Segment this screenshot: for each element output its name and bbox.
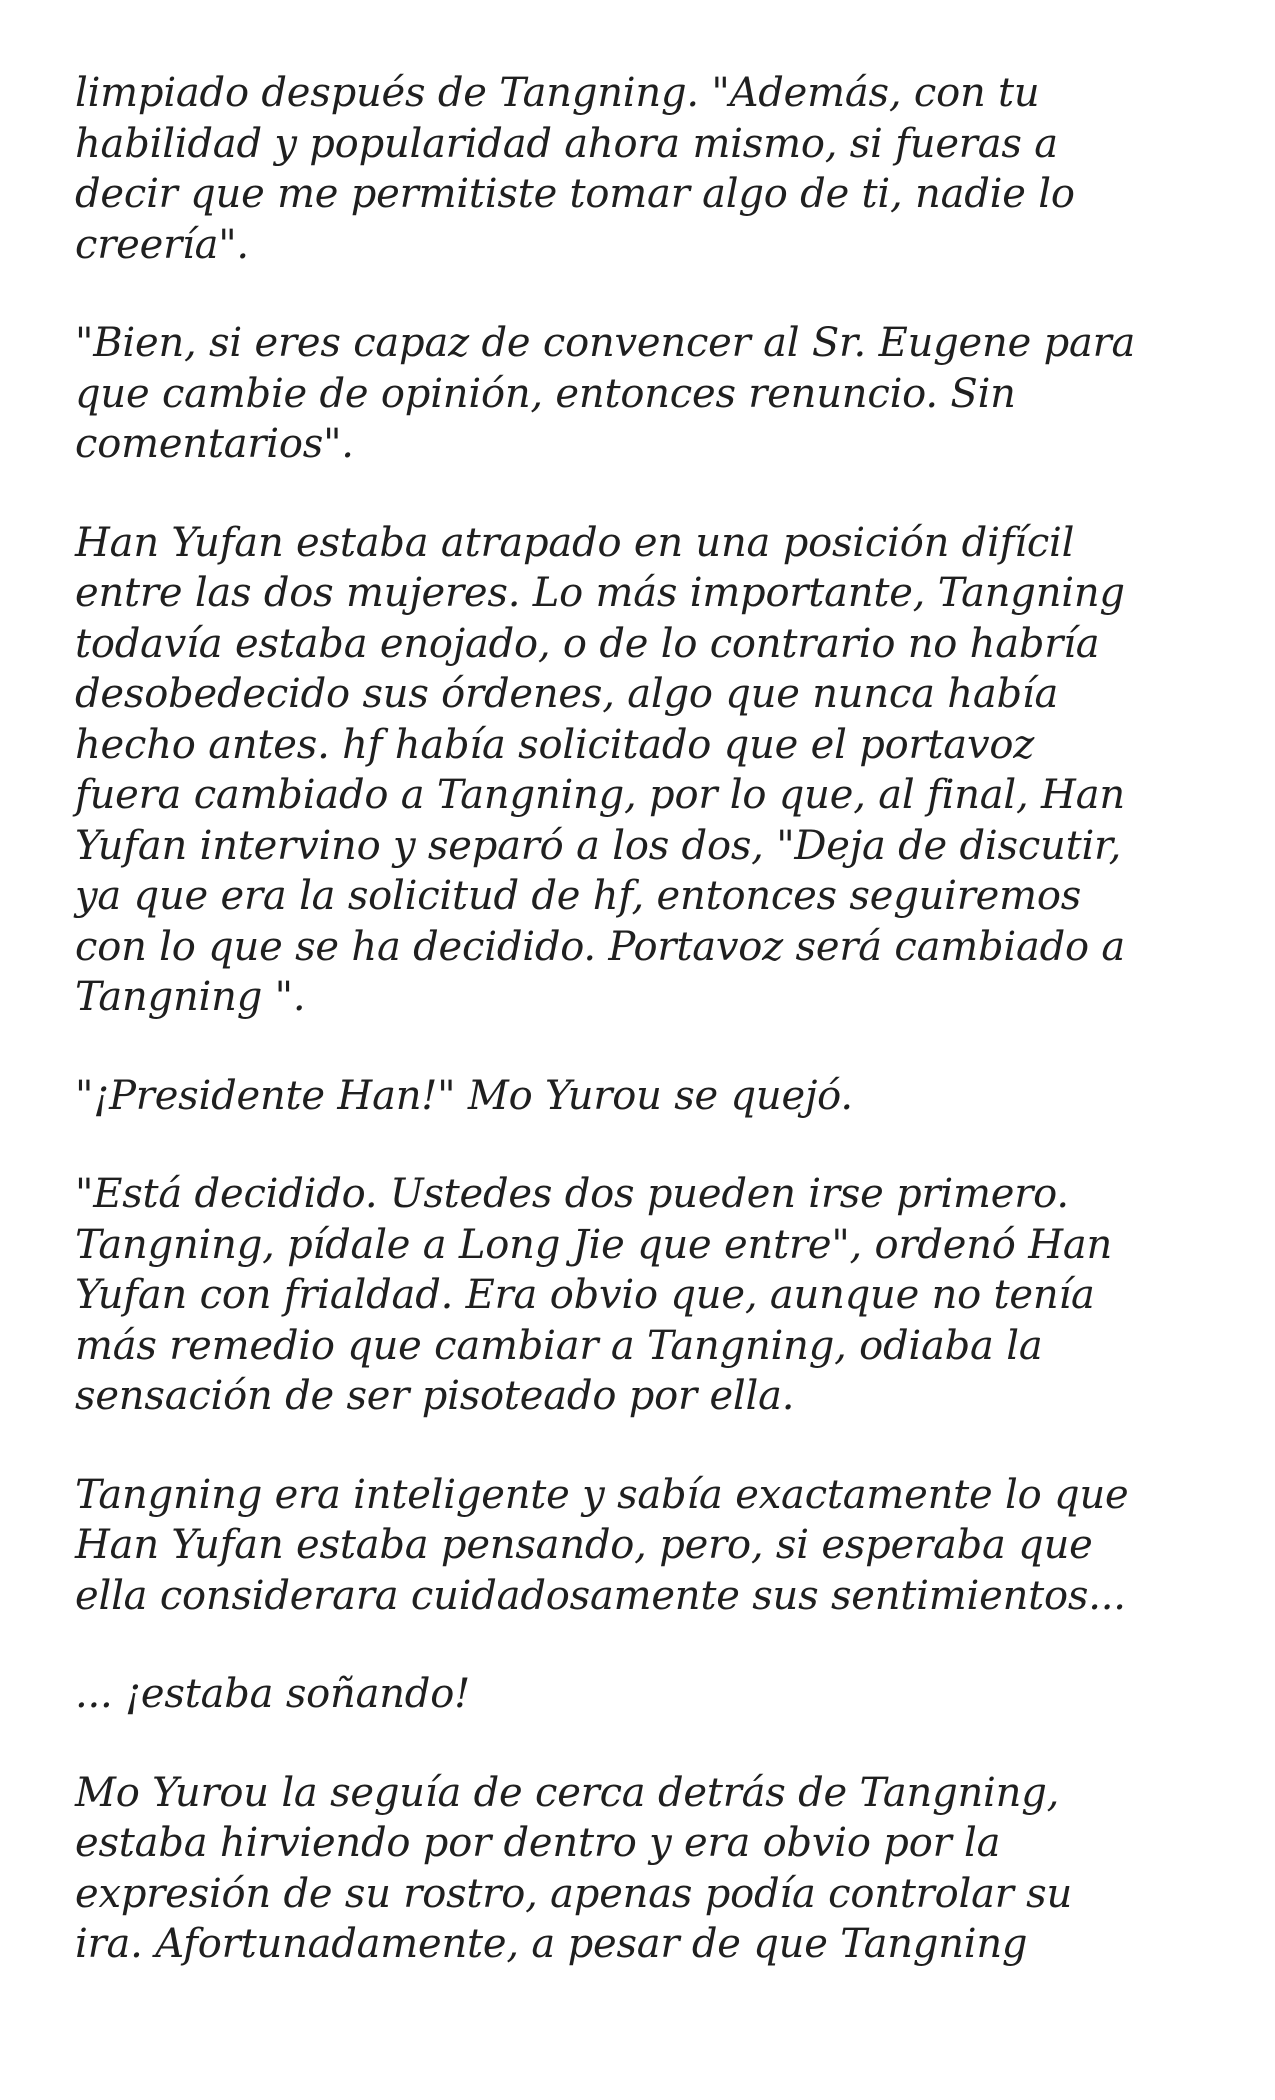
text-line: estaba hirviendo por dentro y era obvio por la: [75, 1820, 1001, 1866]
paragraph-8: [75, 1768, 1215, 1970]
text-line: expresión de su rostro, apenas podía controlar su: [75, 1870, 1073, 1917]
paragraph-4: [75, 1071, 1215, 1122]
text-line: más remedio que cambiar a Tangning, odiaba la: [75, 1322, 1043, 1369]
paragraph-5: [75, 1169, 1215, 1422]
paragraph-3: [75, 518, 1215, 1023]
text-line: desobedecido sus órdenes, algo que nunca había: [75, 671, 1059, 717]
text-line: que cambie de opinión, entonces renuncio. Sin: [75, 370, 1016, 417]
text-line: ella considerara cuidadosamente sus sentimientos...: [75, 1572, 1126, 1619]
text-line: Tangning era inteligente y sabía exactamente lo que: [75, 1471, 1129, 1518]
text-line: fuera cambiado a Tangning, por lo que, al final, Han: [75, 772, 1125, 818]
text-line: Tangning ".: [75, 974, 306, 1020]
paragraph-1: [75, 68, 1215, 270]
text-line: entre las dos mujeres. Lo más importante, Tangning: [75, 570, 1125, 616]
text-line: creería".: [75, 221, 249, 268]
text-line: todavía estaba enojado, o de lo contrario no habría: [75, 620, 1100, 667]
paragraph-2: [75, 318, 1215, 470]
text-line: "¡Presidente Han!" Mo Yurou se quejó.: [75, 1072, 853, 1119]
paragraph-6: [75, 1470, 1215, 1622]
text-line: ... ¡estaba soñando!: [75, 1671, 470, 1717]
text-line: comentarios".: [75, 421, 354, 467]
text-line: hecho antes. hf había solicitado que el portavoz: [75, 721, 1035, 768]
text-line: Han Yufan estaba pensando, pero, si esperaba que: [75, 1522, 1093, 1568]
text-line: Yufan intervino y separó a los dos, "Deja de discutir,: [75, 822, 1122, 869]
paragraph-7: [75, 1669, 1215, 1720]
text-line: decir que me permitiste tomar algo de ti, nadie lo: [75, 171, 1075, 217]
text-line: "Bien, si eres capaz de convencer al Sr. Eugene para: [75, 320, 1136, 366]
text-line: limpiado después de Tangning. "Además, con tu: [75, 70, 1040, 116]
text-line: Han Yufan estaba atrapado en una posición difícil: [75, 519, 1075, 566]
text-line: Tangning, pídale a Long Jie que entre", ordenó Han: [75, 1221, 1113, 1268]
text-line: Mo Yurou la seguía de cerca detrás de Tangning,: [75, 1769, 1060, 1816]
text-line: sensación de ser pisoteado por ella.: [75, 1373, 795, 1419]
text-line: Yufan con frialdad. Era obvio que, aunque no tenía: [75, 1272, 1095, 1318]
text-line: con lo que se ha decidido. Portavoz será cambiado a: [75, 923, 1126, 970]
text-line: "Está decidido. Ustedes dos pueden irse primero.: [75, 1171, 1069, 1217]
text-line: ya que era la solicitud de hf, entonces seguiremos: [75, 873, 1082, 919]
document-page: [75, 68, 1215, 2018]
text-line: habilidad y popularidad ahora mismo, si fueras a: [75, 120, 1058, 167]
text-line: ira. Afortunadamente, a pesar de que Tangning: [75, 1921, 1028, 1967]
